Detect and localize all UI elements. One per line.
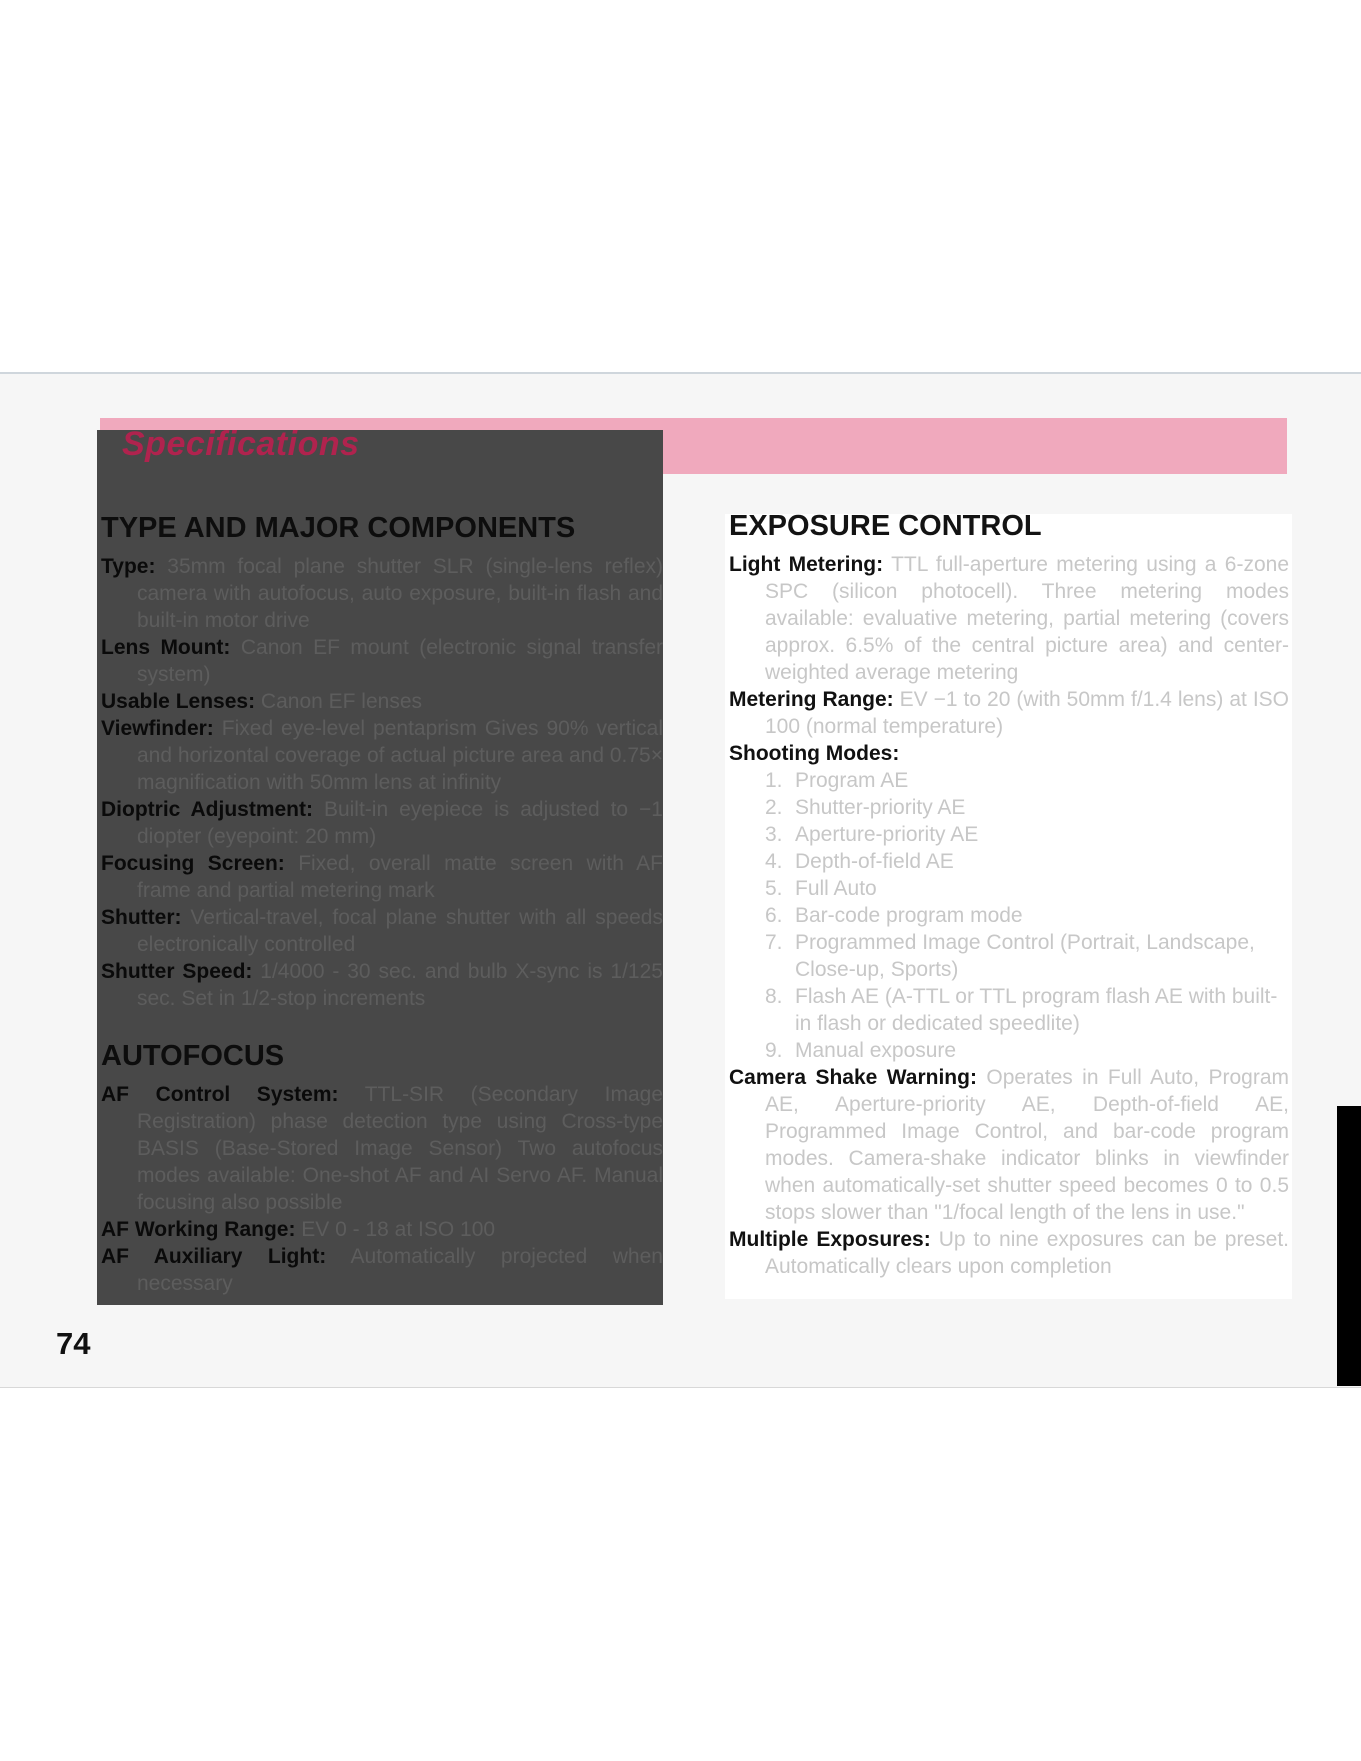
list-item [765, 767, 1289, 794]
spec-entry-usable-lenses [101, 688, 663, 715]
spec-value: Fixed eye-level pentaprism Gives 90% vertical and horizontal coverage of actual picture area and 0.75× magnification with 50mm lens at infinity [137, 717, 663, 794]
page-number: 74 [56, 1326, 91, 1361]
list-item-text: Bar-code program mode [795, 904, 1023, 927]
list-item-text: Full Auto [795, 877, 877, 900]
list-item-text: Program AE [795, 769, 909, 792]
spec-value: Built-in eyepiece is adjusted to −1 diopter (eyepoint: 20 mm) [137, 798, 663, 848]
spec-entry-focusing-screen [101, 850, 663, 904]
section-type-and-major-components [101, 510, 663, 1012]
right-column [729, 508, 1289, 1280]
spec-label: AF Working Range: [101, 1218, 296, 1241]
spec-value: 1/4000 - 30 sec. and bulb X-sync is 1/125 sec. Set in 1/2-stop increments [137, 960, 663, 1010]
spec-label: AF Control System: [101, 1083, 339, 1106]
spec-entry-light-metering [729, 551, 1289, 686]
spec-value: EV −1 to 20 (with 50mm f/1.4 lens) at ISO 100 (normal temperature) [765, 688, 1289, 738]
section-heading: TYPE AND MAJOR COMPONENTS [101, 512, 576, 544]
spec-entry-af-working-range [101, 1216, 663, 1243]
spec-label: Metering Range: [729, 688, 894, 711]
list-item [765, 821, 1289, 848]
list-item [765, 848, 1289, 875]
list-item-text: Depth-of-field AE [795, 850, 954, 873]
spec-label: Type: [101, 555, 156, 578]
spec-label: Usable Lenses: [101, 690, 256, 713]
spec-label: Viewfinder: [101, 717, 214, 740]
spec-entry-camera-shake-warning [729, 1064, 1289, 1226]
list-item-number: 7. [765, 931, 783, 954]
list-item-number: 9. [765, 1039, 783, 1062]
spec-entry-type [101, 553, 663, 634]
spec-label: Shooting Modes: [729, 742, 900, 765]
list-item-number: 1. [765, 769, 783, 792]
list-item [765, 1037, 1289, 1064]
spec-entry-dioptric-adjustment [101, 796, 663, 850]
spec-entry-metering-range [729, 686, 1289, 740]
list-item-number: 3. [765, 823, 783, 846]
list-item [765, 902, 1289, 929]
spec-value: TTL-SIR (Secondary Image Registration) phase detection type using Cross-type BASIS (Base-Stored Image Sensor) Two autofocus modes available: One-shot AF and AI Servo AF. Manual focusing also possible [137, 1083, 663, 1214]
spec-value: EV 0 - 18 at ISO 100 [301, 1218, 496, 1241]
left-column [101, 510, 663, 1297]
spec-label: Camera Shake Warning: [729, 1066, 977, 1089]
page-edge-marker [1337, 1106, 1361, 1386]
spec-entry-shooting-modes [729, 740, 1289, 767]
list-item [765, 929, 1289, 983]
spec-value: Operates in Full Auto, Program AE, Aperture-priority AE, Depth-of-field AE, Programmed Image Control, and bar-code program modes. Camera-shake indicator blinks in viewfinder when automatically-set shutter speed becomes 0 to 0.5 stops slower than "1/focal length of the lens in use." [765, 1066, 1289, 1224]
spec-value: TTL full-aperture metering using a 6-zone SPC (silicon photocell). Three metering modes available: evaluative metering, partial metering (covers approx. 6.5% of the central picture area) and center-weighted average metering [765, 553, 1289, 684]
page-title: Specifications [122, 425, 360, 463]
list-item [765, 875, 1289, 902]
spec-value: Vertical-travel, focal plane shutter with all speeds electronically controlled [137, 906, 663, 956]
spec-entry-lens-mount [101, 634, 663, 688]
section-heading: AUTOFOCUS [101, 1040, 285, 1072]
section-autofocus [101, 1038, 663, 1297]
list-item-text: Shutter-priority AE [795, 796, 966, 819]
spec-value: 35mm focal plane shutter SLR (single-lens reflex) camera with autofocus, auto exposure, built-in flash and built-in motor drive [137, 555, 663, 632]
spec-entry-shutter-speed [101, 958, 663, 1012]
shooting-modes-list [729, 767, 1289, 1064]
spec-value: Fixed, overall matte screen with AF frame and partial metering mark [137, 852, 663, 902]
list-item-number: 2. [765, 796, 783, 819]
list-item-text: Manual exposure [795, 1039, 957, 1062]
list-item-text: Aperture-priority AE [795, 823, 979, 846]
spec-value: Up to nine exposures can be preset. Automatically clears upon completion [765, 1228, 1289, 1278]
spec-label: Lens Mount: [101, 636, 231, 659]
spec-entry-shutter [101, 904, 663, 958]
spec-label: Light Metering: [729, 553, 884, 576]
section-exposure-control [729, 508, 1289, 1280]
list-item [765, 794, 1289, 821]
list-item-text: Flash AE (A-TTL or TTL program flash AE with built-in flash or dedicated speedlite) [795, 985, 1278, 1035]
list-item [765, 983, 1289, 1037]
section-spacer [101, 1012, 663, 1038]
spec-label: AF Auxiliary Light: [101, 1245, 327, 1268]
spec-value: Automatically projected when necessary [137, 1245, 663, 1295]
spec-label: Shutter Speed: [101, 960, 253, 983]
spec-value: Canon EF lenses [260, 690, 423, 713]
list-item-number: 4. [765, 850, 783, 873]
spec-label: Shutter: [101, 906, 182, 929]
section-heading: EXPOSURE CONTROL [729, 510, 1042, 542]
list-item-text: Programmed Image Control (Portrait, Landscape, Close-up, Sports) [795, 931, 1255, 981]
list-item-number: 8. [765, 985, 783, 1008]
list-item-number: 5. [765, 877, 783, 900]
spec-label: Dioptric Adjustment: [101, 798, 313, 821]
spec-entry-multiple-exposures [729, 1226, 1289, 1280]
spec-entry-af-control-system [101, 1081, 663, 1216]
spec-value: Canon EF mount (electronic signal transfer system) [137, 636, 663, 686]
list-item-number: 6. [765, 904, 783, 927]
spec-label: Multiple Exposures: [729, 1228, 931, 1251]
spec-entry-af-auxiliary-light [101, 1243, 663, 1297]
spec-entry-viewfinder [101, 715, 663, 796]
spec-label: Focusing Screen: [101, 852, 285, 875]
